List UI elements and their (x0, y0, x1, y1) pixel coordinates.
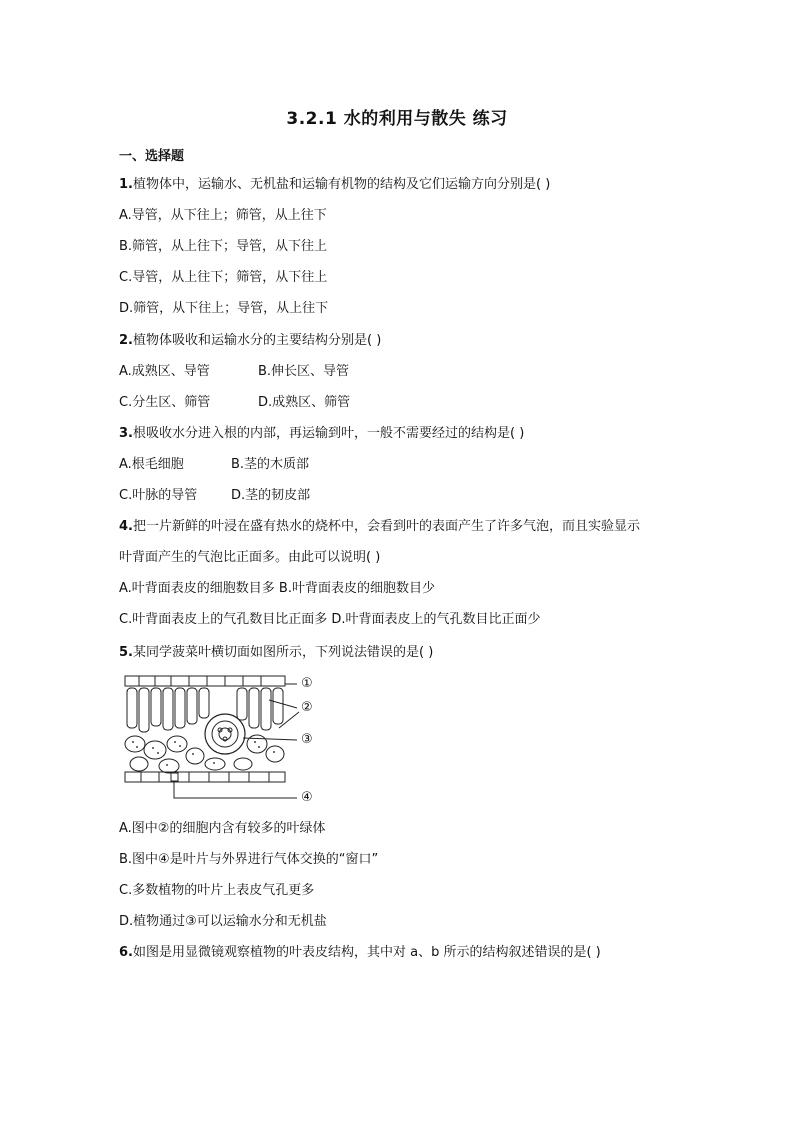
option-b: B.图中④是叶片与外界进行气体交换的“窗口” (119, 852, 379, 867)
question-number: 2. (119, 333, 133, 348)
option-a: A.导管，从下往上；筛管，从上往下 (119, 208, 327, 223)
question-4-continued: 叶背面产生的气泡比正面多。由此可以说明( ) (119, 550, 381, 565)
question-stem: 如图是用显微镜观察植物的叶表皮结构，其中对 a、b 所示的结构叙述错误的是( ) (132, 945, 601, 960)
option-d: D.成熟区、筛管 (258, 395, 351, 410)
options-cd: C.叶背面表皮上的气孔数目比正面多 D.叶背面表皮上的气孔数目比正面少 (119, 612, 541, 627)
option-b: B.伸长区、导管 (258, 364, 350, 379)
question-5 (119, 644, 433, 662)
question-1 (119, 176, 550, 194)
figure-label-1: ① (301, 676, 313, 691)
option-c: C.叶脉的导管 (119, 488, 198, 503)
option-c: C.分生区、筛管 (119, 395, 211, 410)
options-ab: A.叶背面表皮的细胞数目多 B.叶背面表皮的细胞数目少 (119, 581, 435, 596)
option-d: D.植物通过③可以运输水分和无机盐 (119, 914, 327, 929)
option-a: A.成熟区、导管 (119, 364, 210, 379)
question-number: 4. (119, 519, 133, 534)
option-b: B.筛管，从上往下；导管，从下往上 (119, 239, 328, 254)
document-title: 3.2.1 水的利用与散失 练习 (286, 109, 508, 129)
question-stem: 植物体吸收和运输水分的主要结构分别是( ) (132, 333, 382, 348)
question-stem: 某同学菠菜叶横切面如图所示，下列说法错误的是( ) (132, 645, 434, 660)
option-c: C.导管，从上往下；筛管，从下往上 (119, 270, 328, 285)
question-4 (119, 518, 640, 536)
question-2 (119, 332, 381, 350)
section-heading: 一、选择题 (119, 149, 185, 164)
question-number: 3. (119, 426, 133, 441)
option-d: D.筛管，从下往上；导管，从上往下 (119, 301, 329, 316)
option-d: D.茎的韧皮部 (231, 488, 311, 503)
figure-label-2: ② (301, 700, 313, 715)
question-6 (119, 944, 601, 962)
question-stem: 根吸收水分进入根的内部，再运输到叶，一般不需要经过的结构是( ) (132, 426, 525, 441)
option-a: A.图中②的细胞内含有较多的叶绿体 (119, 821, 326, 836)
figure-label-4: ④ (301, 790, 313, 805)
question-stem: 植物体中，运输水、无机盐和运输有机物的结构及它们运输方向分别是( ) (132, 177, 551, 192)
option-a: A.根毛细胞 (119, 457, 184, 472)
question-number: 5. (119, 645, 133, 660)
question-3 (119, 425, 524, 443)
question-stem: 把一片新鲜的叶浸在盛有热水的烧杯中，会看到叶的表面产生了许多气泡，而且实验显示 (132, 519, 640, 534)
option-c: C.多数植物的叶片上表皮气孔更多 (119, 883, 315, 898)
option-b: B.茎的木质部 (231, 457, 310, 472)
figure-label-3: ③ (301, 732, 313, 747)
question-number: 6. (119, 945, 133, 960)
question-number: 1. (119, 177, 133, 192)
leaf-cross-section-figure (119, 672, 329, 812)
